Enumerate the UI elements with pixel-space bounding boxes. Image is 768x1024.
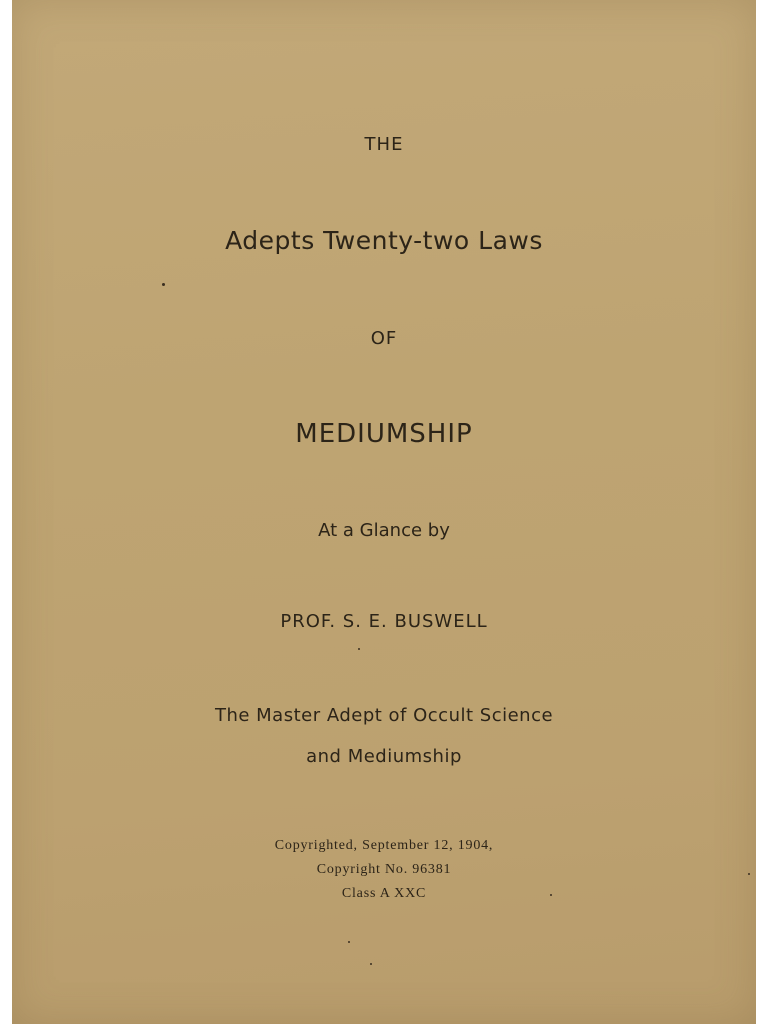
book-subject: MEDIUMSHIP — [295, 419, 473, 449]
author-name: PROF. S. E. BUSWELL — [280, 611, 488, 632]
paper-speck — [348, 941, 350, 943]
title-connector: OF — [370, 328, 398, 349]
book-title: Adepts Twenty-two Laws — [225, 226, 543, 255]
copyright-class: Class A XXC — [341, 886, 427, 901]
paper-speck — [358, 648, 360, 650]
paper-speck — [370, 963, 372, 965]
author-description-line-2: and Mediumship — [306, 746, 462, 767]
paper-speck — [162, 283, 165, 286]
paper-speck — [748, 873, 750, 875]
byline-intro: At a Glance by — [318, 520, 450, 541]
title-page — [12, 0, 756, 1024]
title-prefix: THE — [364, 134, 404, 155]
copyright-date: Copyrighted, September 12, 1904, — [274, 838, 494, 853]
copyright-number: Copyright No. 96381 — [316, 862, 452, 877]
author-description-line-1: The Master Adept of Occult Science — [214, 705, 554, 726]
paper-speck — [550, 894, 552, 896]
